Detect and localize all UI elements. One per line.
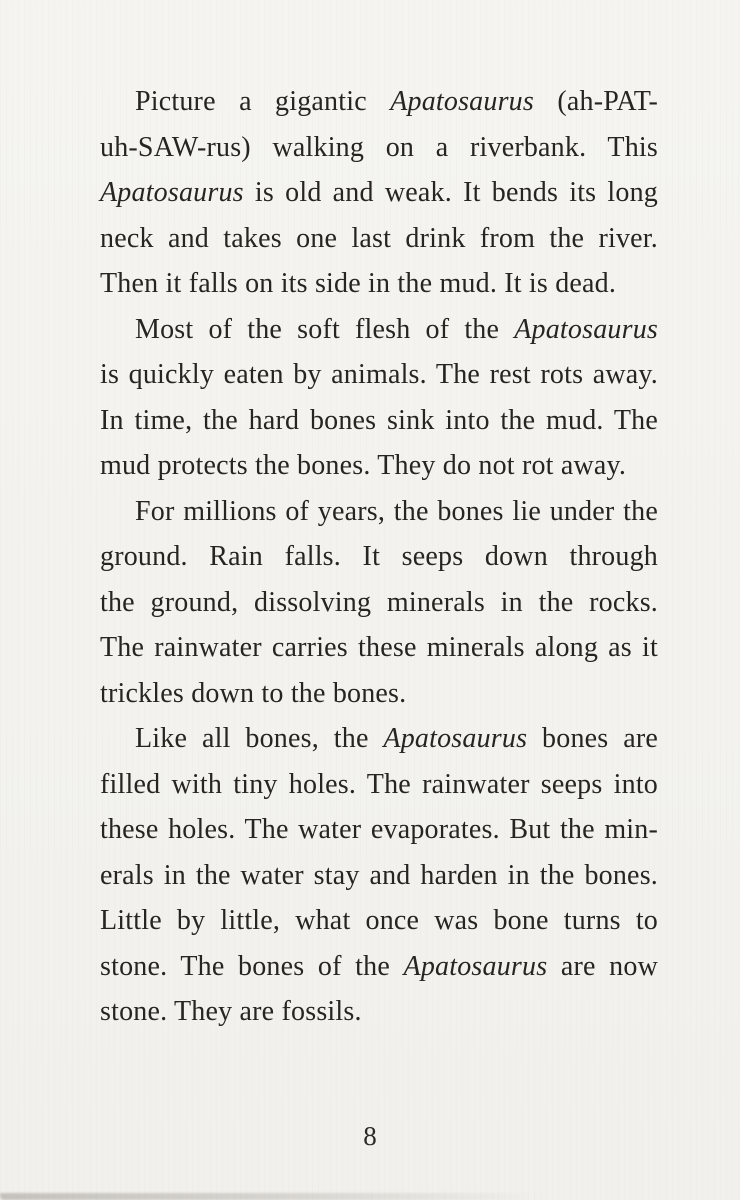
text-segment: ground. Rain falls. It seeps down through — [100, 541, 658, 572]
text-line — [100, 625, 658, 671]
text-segment: Then it falls on its side in the mud. It is dead. — [100, 268, 617, 299]
text-segment: erals in the water stay and harden in the bones. — [100, 859, 658, 891]
text-line — [100, 534, 658, 580]
text-segment: filled with tiny holes. The rainwater seeps into — [100, 768, 658, 800]
text-segment: Most of the soft flesh of the — [135, 313, 515, 345]
text-segment: is quickly eaten by animals. The rest rots away. — [100, 359, 658, 390]
text-line — [100, 853, 658, 899]
text-segment: are now — [547, 950, 658, 982]
species-name-italic: Apatosaurus — [390, 86, 534, 117]
text-segment: For millions of years, the bones lie under the — [135, 495, 658, 527]
text-segment: In time, the hard bones sink into the mud. The — [100, 404, 658, 436]
text-line — [100, 216, 658, 262]
species-name-italic: Apatosaurus — [100, 177, 244, 208]
text-segment: The rainwater carries these minerals along as it — [100, 632, 658, 663]
text-segment: mud protects the bones. They do not rot away. — [100, 450, 627, 481]
text-segment: trickles down to the bones. — [100, 677, 407, 709]
text-segment: Little by little, what once was bone turns to — [100, 905, 658, 936]
text-line — [100, 489, 658, 535]
text-segment: these holes. The water evaporates. But the min- — [100, 814, 658, 845]
text-line — [100, 807, 658, 853]
text-line — [100, 944, 658, 990]
text-segment: Like all bones, the — [135, 723, 384, 754]
text-line — [100, 352, 658, 398]
page-bottom-shadow — [0, 1193, 540, 1200]
text-line — [100, 762, 658, 808]
text-line — [100, 671, 658, 717]
text-line — [100, 716, 658, 762]
species-name-italic: Apatosaurus — [383, 723, 528, 754]
text-segment: is old and weak. It bends its long — [243, 177, 658, 208]
body-text-block — [100, 79, 658, 1035]
text-segment: Picture a gigantic — [135, 86, 391, 117]
text-segment: uh-SAW-rus) walking on a riverbank. This — [100, 131, 658, 163]
text-segment: stone. They are fossils. — [100, 996, 362, 1027]
text-line — [100, 79, 658, 125]
text-line — [100, 125, 658, 171]
text-line — [100, 307, 658, 353]
text-line — [100, 170, 658, 216]
species-name-italic: Apatosaurus — [403, 950, 548, 982]
text-line — [100, 443, 658, 489]
text-line — [100, 398, 658, 444]
text-segment: (ah-PAT- — [533, 86, 658, 117]
text-segment: the ground, dissolving minerals in the rocks. — [100, 586, 658, 618]
text-segment: neck and takes one last drink from the river. — [100, 222, 658, 254]
text-segment: bones are — [527, 723, 658, 754]
text-line — [100, 261, 658, 307]
page-number: 8 — [363, 1121, 377, 1151]
text-segment: stone. The bones of the — [100, 950, 404, 982]
text-line — [100, 898, 658, 944]
species-name-italic: Apatosaurus — [514, 313, 658, 345]
text-line — [100, 580, 658, 626]
text-line — [100, 989, 658, 1035]
